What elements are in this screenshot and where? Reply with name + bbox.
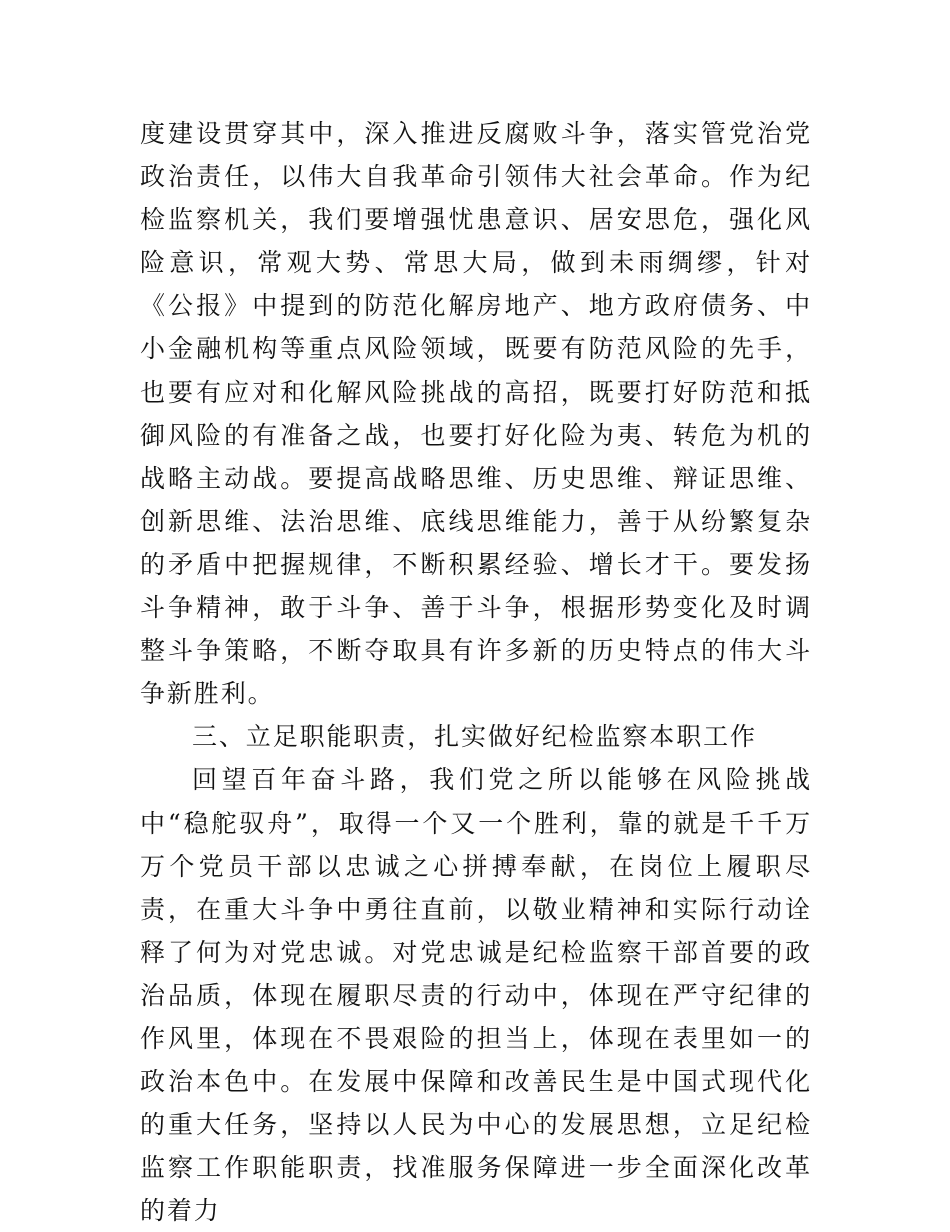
paragraph-body: 回望百年奋斗路，我们党之所以能够在风险挑战中“稳舵驭舟”，取得一个又一个胜利，靠的就是千千万万个党员干部以忠诚之心拼搏奉献，在岗位上履职尽责，在重大斗争中勇往直前，以敬业精神和实际行动诠释了何为对党忠诚。对党忠诚是纪检监察干部首要的政治品质，体现在履职尽责的行动中，体现在严守纪律的作风里，体现在不畏艰险的担当上，体现在表里如一的政治本色中。在发展中保障和改善民生是中国式现代化的重大任务，坚持以人民为中心的发展思想，立足纪检监察工作职能职责，找准服务保障进一步全面深化改革的着力 xyxy=(140,765,812,1226)
section-heading: 三、立足职能职责，扎实做好纪检监察本职工作 xyxy=(192,722,757,752)
document-page xyxy=(140,112,812,1232)
paragraph-continuation: 度建设贯穿其中，深入推进反腐败斗争，落实管党治党政治责任，以伟大自我革命引领伟大社会革命。作为纪检监察机关，我们要增强忧患意识、居安思危，强化风险意识，常观大势、常思大局，做到未雨绸缪，针对《公报》中提到的防范化解房地产、地方政府债务、中小金融机构等重点风险领域，既要有防范风险的先手，也要有应对和化解风险挑战的高招，既要打好防范和抵御风险的有准备之战，也要打好化险为夷、转危为机的战略主动战。要提高战略思维、历史思维、辩证思维、创新思维、法治思维、底线思维能力，善于从纷繁复杂的矛盾中把握规律，不断积累经验、增长才干。要发扬斗争精神，敢于斗争、善于斗争，根据形势变化及时调整斗争策略，不断夺取具有许多新的历史特点的伟大斗争新胜利。 xyxy=(140,119,812,709)
